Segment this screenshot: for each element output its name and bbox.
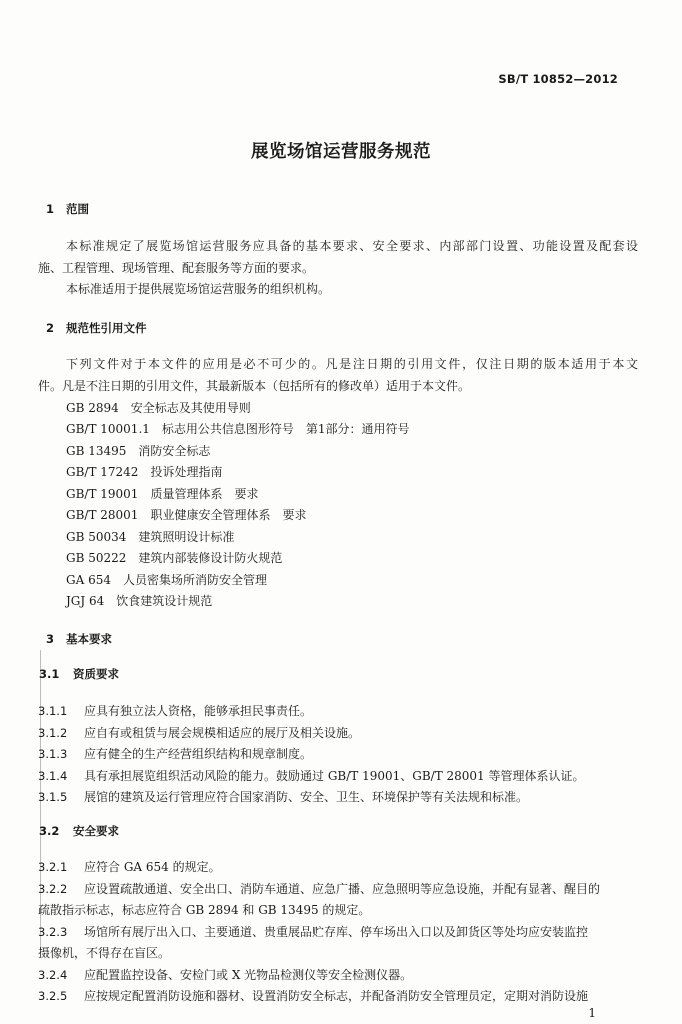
section-number: 2: [46, 321, 55, 335]
subsection-title: 资质要求: [73, 667, 119, 681]
clause-continuation: 摄像机，不得存在盲区。: [38, 946, 171, 960]
reference-item: GA 654 人员密集场所消防安全管理: [66, 573, 267, 587]
subsection-3-2-heading: [39, 823, 119, 839]
clause: 3.1.1 应具有独立法人资格，能够承担民事责任。: [38, 704, 313, 718]
paragraph-line: 施、工程管理、现场管理、配套服务等方面的要求。: [38, 261, 315, 275]
clause-continuation: 疏散指示标志，标志应符合 GB 2894 和 GB 13495 的规定。: [38, 903, 371, 917]
document-title: 展览场馆运营服务规范: [251, 142, 431, 162]
paragraph-line: 本标准规定了展览场馆运营服务应具备的基本要求、安全要求、内部部门设置、功能设置及配套设: [66, 239, 638, 253]
reference-item: GB 50034 建筑照明设计标准: [66, 530, 235, 544]
reference-item: GB/T 10001.1 标志用公共信息图形符号 第1部分：通用符号: [66, 422, 410, 436]
section-3-heading: [46, 631, 112, 647]
paragraph-line: 本标准适用于提供展览场馆运营服务的组织机构。: [66, 282, 331, 296]
clause: 3.2.3 场馆所有展厅出入口、主要通道、贵重展品贮存库、停车场出入口以及卸货区等处均应安装监控: [38, 925, 589, 939]
section-title: 基本要求: [66, 632, 112, 646]
clause: 3.2.1 应符合 GA 654 的规定。: [38, 860, 221, 874]
section-title: 规范性引用文件: [66, 321, 147, 335]
reference-item: GB/T 19001 质量管理体系 要求: [66, 487, 259, 501]
clause: 3.1.5 展馆的建筑及运行管理应符合国家消防、安全、卫生、环境保护等有关法规和标准。: [38, 790, 529, 804]
clause: 3.2.4 应配置监控设备、安检门或 X 光物品检测仪等安全检测仪器。: [38, 968, 413, 982]
subsection-3-1-heading: [39, 666, 119, 682]
subsection-number: 3.1: [39, 667, 60, 681]
subsection-title: 安全要求: [73, 824, 119, 838]
section-1-heading: [46, 201, 89, 217]
page-number: 1: [588, 1006, 596, 1020]
subsection-number: 3.2: [39, 824, 60, 838]
reference-item: GB 50222 建筑内部装修设计防火规范: [66, 551, 283, 565]
clause: 3.2.2 应设置疏散通道、安全出口、消防车通道、应急广播、应急照明等应急设施，并配有显著、醒目的: [38, 882, 601, 896]
section-number: 3: [46, 632, 55, 646]
section-number: 1: [46, 202, 55, 216]
reference-item: GB/T 17242 投诉处理指南: [66, 465, 223, 479]
reference-item: GB/T 28001 职业健康安全管理体系 要求: [66, 508, 307, 522]
clause: 3.1.4 具有承担展览组织活动风险的能力。鼓励通过 GB/T 19001、GB/T 28001 等管理体系认证。: [38, 769, 585, 783]
reference-item: GB 2894 安全标志及其使用导则: [66, 401, 251, 415]
clause: 3.1.2 应自有或租赁与展会规模相适应的展厅及相关设施。: [38, 726, 361, 740]
clause: 3.1.3 应有健全的生产经营组织结构和规章制度。: [38, 747, 313, 761]
reference-item: JGJ 64 饮食建筑设计规范: [66, 594, 213, 608]
section-2-heading: [46, 320, 147, 336]
paragraph-line: 件。凡是不注日期的引用文件，其最新版本（包括所有的修改单）适用于本文件。: [38, 379, 471, 393]
reference-item: GB 13495 消防安全标志: [66, 444, 211, 458]
clause: 3.2.5 应按规定配置消防设施和器材、设置消防安全标志，并配备消防安全管理员定，定期对消防设施: [38, 989, 589, 1003]
paragraph-line: 下列文件对于本文件的应用是必不可少的。凡是注日期的引用文件，仅注日期的版本适用于本文: [66, 357, 638, 371]
section-title: 范围: [66, 202, 89, 216]
standard-code: SB/T 10852—2012: [498, 72, 618, 86]
